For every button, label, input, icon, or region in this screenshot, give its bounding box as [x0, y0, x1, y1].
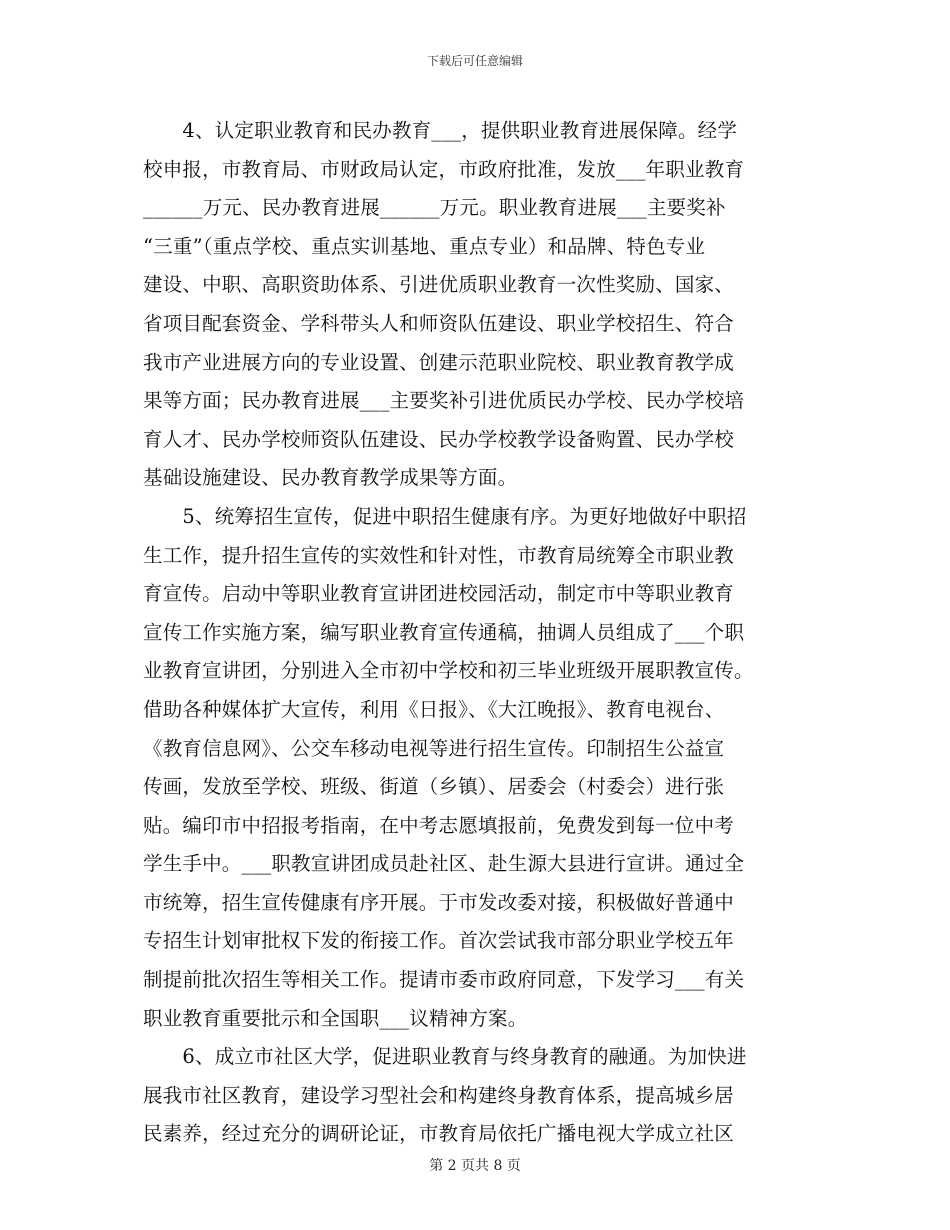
text-line: 传画，发放至学校、班级、街道（乡镇）、居委会（村委会）进行张 — [143, 775, 725, 799]
text-line: 育人才、民办学校师资队伍建设、民办学校教学设备购置、民办学校 — [143, 427, 735, 451]
text-line: 育宣传。启动中等职业教育宣讲团进校园活动，制定市中等职业教育 — [143, 582, 735, 606]
text-line: 展我市社区教育，建设学习型社会和构建终身教育体系，提高城乡居 — [143, 1083, 735, 1107]
page-header: 下载后可任意编辑 — [426, 54, 523, 68]
text-line: 4、认定职业教育和民办教育___，提供职业教育进展保障。经学 — [143, 119, 738, 142]
text-line: 果等方面；民办教育进展___主要奖补引进优质民办学校、民办学校培 — [143, 389, 745, 413]
text-line: 业教育宣讲团，分别进入全市初中学校和初三毕业班级开展职教宣传。 — [143, 659, 754, 683]
paragraph-4 — [143, 112, 807, 498]
text-line: 6、成立市社区大学，促进职业教育与终身教育的融通。为加快进 — [143, 1045, 747, 1069]
text-line: 基础设施建设、民办教育教学成果等方面。 — [143, 466, 518, 490]
text-line: 5、统筹招生宣传，促进中职招生健康有序。为更好地做好中职招 — [143, 504, 747, 528]
text-line: 贴。编印市中招报考指南，在中考志愿填报前，免费发到每一位中考 — [143, 813, 735, 837]
paragraph-6 — [143, 1038, 807, 1154]
text-line: 《教育信息网》、公交车移动电视等进行招生宣传。印制招生公益宣 — [143, 736, 725, 760]
paragraph-5 — [143, 498, 807, 1038]
text-line: 专招生计划审批权下发的衔接工作。首次尝试我市部分职业学校五年 — [143, 929, 735, 953]
text-line: 市统筹，招生宣传健康有序开展。于市发改委对接，积极做好普通中 — [143, 890, 735, 914]
document-body — [143, 112, 807, 1154]
text-line: “三重”（重点学校、重点实训基地、重点专业）和品牌、特色专业 — [143, 234, 706, 258]
text-line: 生工作，提升招生宣传的实效性和针对性，市教育局统筹全市职业教 — [143, 543, 735, 567]
text-line: 制提前批次招生等相关工作。提请市委市政府同意，下发学习___有关 — [143, 968, 745, 992]
text-line: 学生手中。___职教宣讲团成员赴社区、赴生源大县进行宣讲。通过全 — [143, 852, 745, 876]
text-line: 宣传工作实施方案，编写职业教育宣传通稿，抽调人员组成了___个职 — [143, 620, 745, 644]
text-line: 职业教育重要批示和全国职___议精神方案。 — [143, 1006, 528, 1030]
page-number: 第 2 页共 8 页 — [429, 1158, 521, 1174]
text-line: ______万元、民办教育进展______万元。职业教育进展___主要奖补 — [143, 196, 726, 220]
text-line: 民素养，经过充分的调研论证，市教育局依托广播电视大学成立社区 — [143, 1122, 735, 1146]
text-line: 借助各种媒体扩大宣传，利用《日报》、《大江晚报》、教育电视台、 — [143, 697, 725, 721]
text-line: 我市产业进展方向的专业设置、创建示范职业院校、职业教育教学成 — [143, 350, 735, 374]
text-line: 建设、中职、高职资助体系、引进优质职业教育一次性奖励、国家、 — [143, 273, 735, 297]
text-line: 省项目配套资金、学科带头人和师资队伍建设、职业学校招生、符合 — [143, 311, 735, 335]
text-line: 校申报，市教育局、市财政局认定，市政府批准，发放___年职业教育 — [143, 157, 745, 181]
